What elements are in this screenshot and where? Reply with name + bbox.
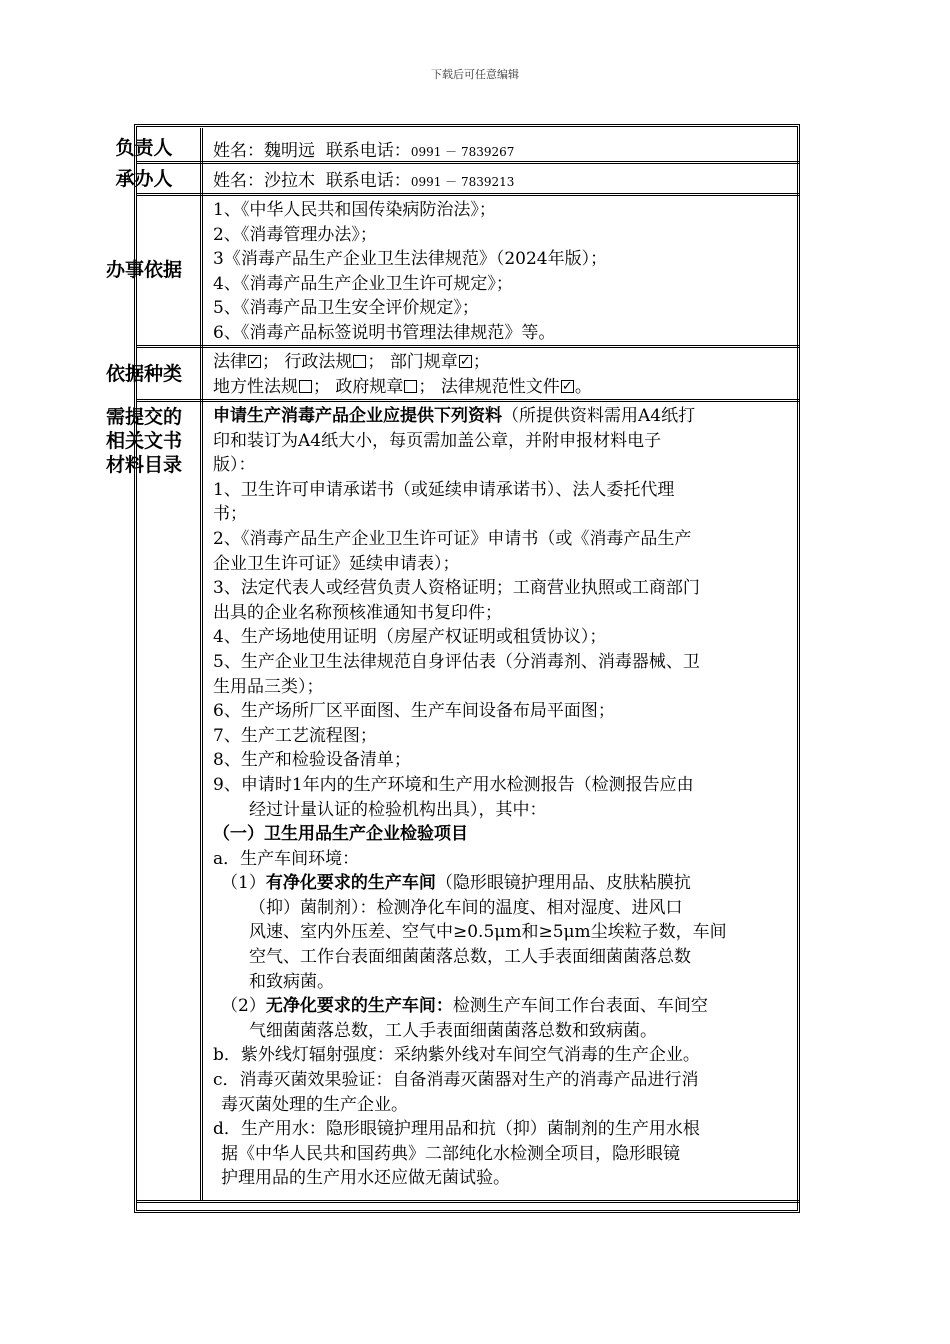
option-law: 法律 [213,352,247,372]
label-line: 相关文书 [105,430,182,452]
list-item: 6、《消毒产品标签说明书管理法律规范》等。 [213,322,556,343]
checkbox-normative-doc[interactable] [561,380,574,393]
name-label: 姓名： [213,141,264,161]
sub-item-d: 护理用品的生产用水还应做无菌试验。 [221,1168,510,1189]
page-header: 下载后可任意编辑 [431,68,519,81]
sub1-number: （1） [221,873,266,894]
sub-item-c: 毒灭菌处理的生产企业。 [221,1094,408,1115]
sub-item-c: c．消毒灭菌效果验证：自备消毒灭菌器对生产的消毒产品进行消 [213,1070,699,1091]
option-admin-regulation: 行政法规 [284,352,353,372]
responsible-label: 负责人 [115,137,173,159]
list-item: 2、《消毒产品生产企业卫生许可证》申请书（或《消毒产品生产 [213,528,692,549]
list-item: 生用品三类）； [213,676,324,697]
materials-content [213,404,849,1191]
option-local-regulation: 地方性法规 [213,376,298,397]
handler-name: 沙拉木 [264,171,315,191]
separator: 。 [574,376,592,397]
sub1-text: （隐形眼镜护理用品、皮肤粘膜抗 [435,873,691,894]
list-item: 5、生产企业卫生法律规范自身评估表（分消毒剂、消毒器械、卫 [213,651,700,672]
sub-item-a: a．生产车间环境： [213,848,360,869]
option-normative-doc: 法律规范性文件 [440,376,560,397]
section-title: （一）卫生用品生产企业检验项目 [213,824,468,845]
phone-label: 联系电话： [325,141,411,161]
list-item: 8、生产和检验设备清单； [213,750,411,771]
separator: ； [472,352,490,372]
column-divider [200,128,203,1200]
separator: ； [418,376,436,397]
responsible-name: 魏明远 [264,141,315,161]
checkbox-dept-rule[interactable] [459,355,472,368]
row-divider [136,1200,799,1203]
materials-intro: 版）： [213,455,256,476]
list-item: 书； [213,504,247,525]
checkbox-admin-regulation[interactable] [353,355,366,368]
list-item: 1、卫生许可申请承诺书（或延续申请承诺书）、法人委托代理 [213,479,675,500]
phone-label: 联系电话： [325,171,411,191]
list-item: 3、法定代表人或经营负责人资格证明；工商营业执照或工商部门 [213,578,700,599]
materials-intro: 印和装订为A4纸大小，每页需加盖公章，并附申报材料电子 [213,430,662,451]
checkbox-local-regulation[interactable] [299,380,312,393]
name-label: 姓名： [213,171,264,191]
sub2-title: 无净化要求的生产车间： [265,996,453,1017]
list-item: 4、《消毒产品生产企业卫生许可规定》； [213,273,513,294]
list-item: 6、生产场所厂区平面图、生产车间设备布局平面图； [213,701,615,722]
sub1-text: 空气、工作台表面细菌菌落总数，工人手表面细菌菌落总数 [249,947,691,968]
option-gov-rule: 政府规章 [335,376,404,397]
row-divider [136,399,799,402]
sub-item-d: 据《中华人民共和国药典》二部纯化水检测全项目，隐形眼镜 [221,1143,680,1164]
basis-label: 办事依据 [105,259,182,281]
list-item: 9、申请时1年内的生产环境和生产用水检测报告（检测报告应由 [213,774,694,795]
sub1-title: 有净化要求的生产车间 [265,873,436,894]
sub2-text: 检测生产车间工作台表面、车间空 [452,996,708,1017]
sub-item-d: d．生产用水：隐形眼镜护理用品和抗（抑）菌制剂的生产用水根 [213,1119,700,1140]
list-item: 7、生产工艺流程图； [213,725,377,746]
list-item: 3《消毒产品生产企业卫生法律规范》（2024年版）； [213,249,608,270]
list-item: 企业卫生许可证》延续申请表）； [213,553,460,574]
sub1-text: 和致病菌。 [249,971,334,992]
basis-type-options [213,350,849,399]
list-item: 1、《中华人民共和国传染病防治法》； [213,200,496,220]
list-item: 出具的企业名称预核准通知书复印件； [213,602,502,623]
responsible-phone: 0991 － 7839267 [410,145,515,159]
sub2-number: （2） [221,996,266,1017]
label-line: 需提交的 [105,406,182,428]
option-dept-rule: 部门规章 [389,352,458,372]
sub2-text: 气细菌菌落总数，工人手表面细菌菌落总数和致病菌。 [249,1020,657,1041]
label-line: 材料目录 [105,454,182,476]
handler-content [213,169,849,195]
list-item: 5、《消毒产品卫生安全评价规定》； [213,298,479,319]
materials-label [96,405,192,477]
sub-item-b: b．紫外线灯辐射强度：采纳紫外线对车间空气消毒的生产企业。 [213,1045,700,1066]
basis-list [213,198,849,346]
checkbox-law[interactable] [248,355,261,368]
materials-intro: （所提供资料需用A4纸打 [502,406,696,426]
handler-label: 承办人 [115,168,173,190]
materials-intro-bold: 申请生产消毒产品企业应提供下列资料 [213,406,502,426]
handler-phone: 0991 － 7839213 [410,175,515,189]
sub1-text: （抑）菌制剂）：检测净化车间的温度、相对湿度、进风口 [249,897,683,918]
sub1-text: 风速、室内外压差、空气中≥0.5μm和≥5μm尘埃粒子数，车间 [249,922,727,943]
list-item: 经过计量认证的检验机构出具），其中： [249,799,547,820]
list-item: 4、生产场地使用证明（房屋产权证明或租赁协议）； [213,627,607,648]
separator: ； [367,352,385,372]
basis-type-label: 依据种类 [105,363,182,385]
checkbox-gov-rule[interactable] [404,380,417,393]
responsible-content [213,139,849,165]
list-item: 2、《消毒管理办法》； [213,224,377,245]
separator: ； [262,352,279,372]
separator: ； [313,376,330,397]
